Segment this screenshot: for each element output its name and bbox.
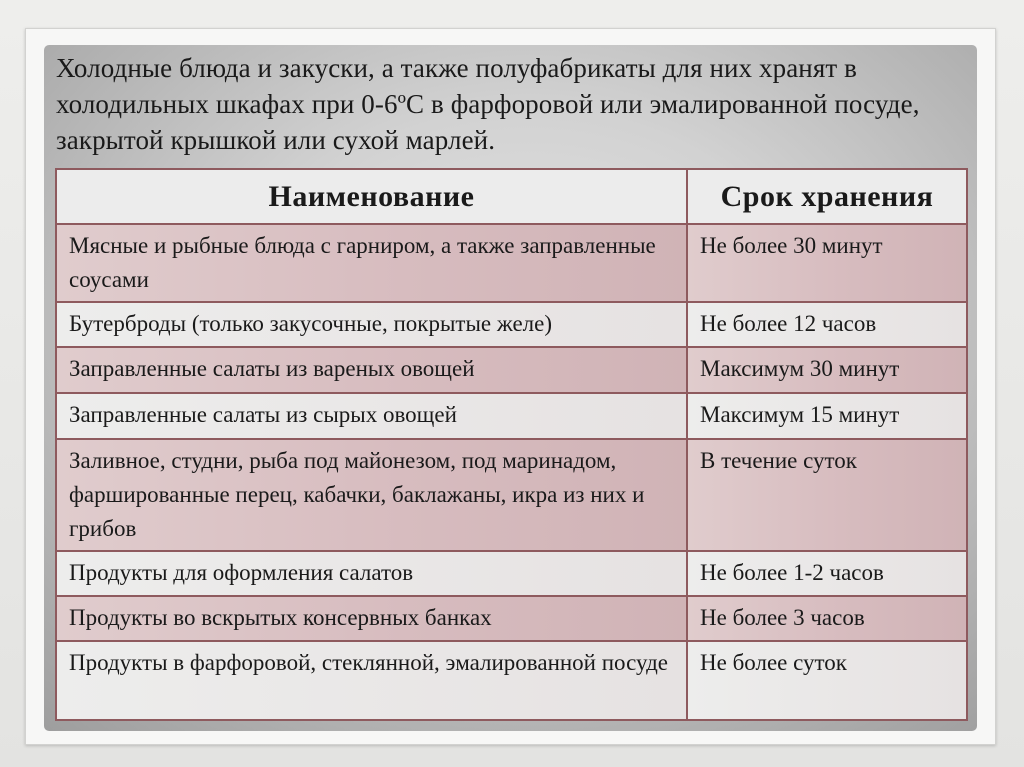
- product-name-cell: Мясные и рыбные блюда с гарниром, а также заправленные соусами: [56, 224, 687, 302]
- storage-term-cell: Не более суток: [687, 641, 967, 720]
- storage-term-cell: В течение суток: [687, 439, 967, 551]
- product-name-cell: Заправленные салаты из вареных овощей: [56, 347, 687, 393]
- storage-term-cell: Максимум 15 минут: [687, 393, 967, 439]
- storage-term-cell: Не более 12 часов: [687, 302, 967, 347]
- table-row: [56, 347, 967, 393]
- header-name: Наименование: [56, 169, 687, 224]
- product-name-cell: Заправленные салаты из сырых овощей: [56, 393, 687, 439]
- table-row: [56, 302, 967, 347]
- table-row: [56, 393, 967, 439]
- storage-term-cell: Не более 30 минут: [687, 224, 967, 302]
- storage-table: [55, 168, 968, 721]
- storage-term-cell: Максимум 30 минут: [687, 347, 967, 393]
- product-name-cell: Продукты в фарфоровой, стеклянной, эмалированной посуде: [56, 641, 687, 720]
- table-row: [56, 551, 967, 596]
- storage-term-cell: Не более 3 часов: [687, 596, 967, 641]
- product-name-cell: Продукты во вскрытых консервных банках: [56, 596, 687, 641]
- storage-term-cell: Не более 1-2 часов: [687, 551, 967, 596]
- header-storage-term: Срок хранения: [687, 169, 967, 224]
- table-row: [56, 641, 967, 720]
- table-header-row: [56, 169, 967, 224]
- table-row: [56, 224, 967, 302]
- product-name-cell: Заливное, студни, рыба под майонезом, под маринадом, фаршированные перец, кабачки, баклажаны, икра из них и грибов: [56, 439, 687, 551]
- table-row: [56, 439, 967, 551]
- product-name-cell: Продукты для оформления салатов: [56, 551, 687, 596]
- table-row: [56, 596, 967, 641]
- slide-caption: Холодные блюда и закуски, а также полуфабрикаты для них хранят в холодильных шкафах при 0-6ºС в фарфоровой или эмалированной посуде, закрытой крышкой или сухой марлей.: [56, 53, 920, 155]
- product-name-cell: Бутерброды (только закусочные, покрытые желе): [56, 302, 687, 347]
